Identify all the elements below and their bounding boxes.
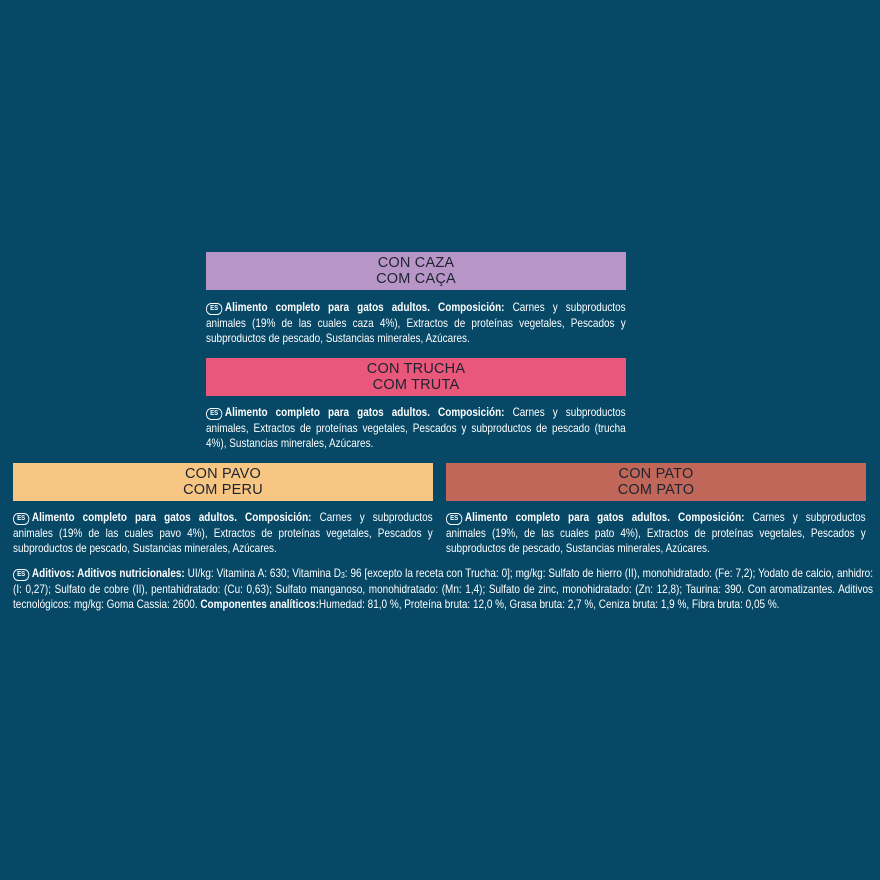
es-language-badge: ES [446,513,462,525]
pato-title-pt: COM PATO [617,482,695,498]
pato-composition [446,510,866,557]
es-language-badge: ES [206,303,222,315]
trucha-banner [206,358,626,396]
caza-body: Carnes y subproductos animales (19% de las cuales caza 4%), Extractos de proteínas vegetales, Pescados y subproductos de pescado, Sustancias minerales, Azúcares. [206,301,626,345]
caza-composition [206,300,626,347]
trucha-lead: Alimento completo para gatos adultos. Composición: [224,406,505,419]
pato-title-es: CON PATO [618,466,694,482]
caza-lead: Alimento completo para gatos adultos. Composición: [224,301,505,314]
additives-part1: UI/kg: Vitamina A: 630; Vitamina D [187,567,341,580]
es-language-badge: ES [13,569,29,581]
pato-body: Carnes y subproductos animales (19%, de las cuales pato 4%), Extractos de proteínas vegetales, Pescados y subproductos de pescado, Sustancias minerales, Azúcares. [446,511,866,555]
caza-title-pt: COM CAÇA [376,271,456,287]
additives-text [13,566,873,613]
vitamin-d-subscript: 3 [340,571,345,580]
pavo-title-pt: COM PERU [183,482,263,498]
pavo-composition [13,510,433,557]
analytic-components-label: Componentes analíticos: [200,598,319,611]
pato-lead: Alimento completo para gatos adultos. Composición: [464,511,745,524]
pavo-lead: Alimento completo para gatos adultos. Composición: [31,511,312,524]
pavo-body: Carnes y subproductos animales (19% de las cuales pavo 4%), Extractos de proteínas vegetales, Pescados y subproductos de pescado, Sustancias minerales, Azúcares. [13,511,433,555]
pavo-title-es: CON PAVO [185,466,261,482]
trucha-composition [206,405,626,452]
trucha-body: Carnes y subproductos animales, Extractos de proteínas vegetales, Pescados y subproductos de pescado (trucha 4%), Sustancias minerales, Azúcares. [206,406,626,450]
trucha-title-es: CON TRUCHA [366,361,466,377]
analytic-components-text: Humedad: 81,0 %, Proteína bruta: 12,0 %, Grasa bruta: 2,7 %, Ceniza bruta: 1,9 %, Fibra bruta: 0,05 %. [318,598,780,611]
additives-part2: : 96 [excepto la receta con Trucha: 0]; mg/kg: Sulfato de hierro (II), monohidratado: (Fe: 7,2); Yodato de calcio, anhidro: (I: 0,27); Sulfato de cobre (II), pentahidratado: (Cu: 0,63); Sulfato manganoso, monohidratado: (Mn: 1,4); Sulfato de zinc, monohidratado: (Zn: 12,8); Taurina: 390. Con aromatizantes. Aditivos tecnológicos: mg/kg: Goma Cassia: 2600. [13,567,873,611]
caza-banner [206,252,626,290]
trucha-title-pt: COM TRUTA [372,377,460,393]
pato-banner [446,463,866,501]
pavo-banner [13,463,433,501]
additives-lead: Aditivos: Aditivos nutricionales: [31,567,185,580]
es-language-badge: ES [206,408,222,420]
caza-title-es: CON CAZA [377,255,455,271]
es-language-badge: ES [13,513,29,525]
